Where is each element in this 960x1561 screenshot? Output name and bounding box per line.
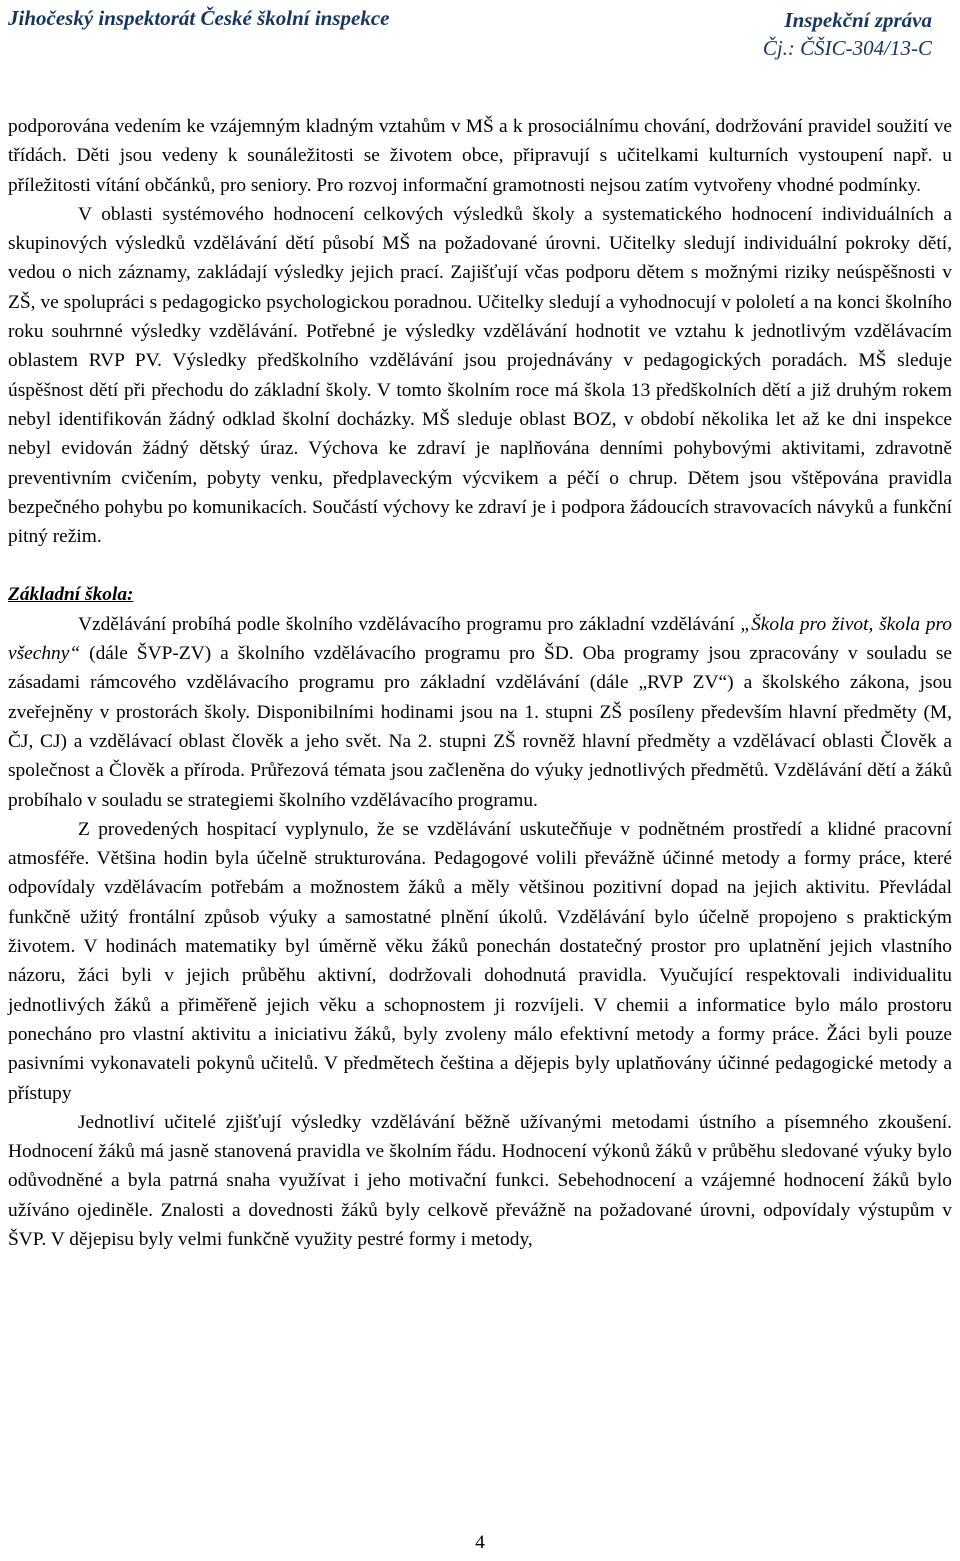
paragraph-continuation: podporována vedením ke vzájemným kladným vztahům v MŠ a k prosociálnímu chování, dodržování pravidel soužití ve třídách. Děti jsou vedeny k sounáležitosti se životem obce, připravují s učitelkami kulturních vystoupení např. u příležitosti vítání občánků, pro seniory. Pro rozvoj informační gramotnosti nejsou zatím vytvořeny vhodné podmínky. bbox=[8, 116, 952, 196]
report-type-title: Inspekční zpráva bbox=[784, 8, 932, 32]
paragraph-evaluation: V oblasti systémového hodnocení celkových výsledků školy a systematického hodnocení individuálních a skupinových výsledků vzdělávání dětí působí MŠ na požadované úrovni. Učitelky sledují individuální pokroky dětí, vedou o nich záznamy, zakládají výsledky jejich prací. Zajišťují včas podporu dětem s možnými riziky neúspěšnosti v ZŠ, ve spolupráci s pedagogicko psychologickou poradnou. Učitelky sledují a vyhodnocují v pololetí a na konci školního roku souhrnné výsledky vzdělávání. Potřebné je výsledky vzdělávání hodnotit ve vztahu k jednotlivým vzdělávacím oblastem RVP PV. Výsledky předškolního vzdělávání jsou projednávány v pedagogických poradách. MŠ sleduje úspěšnost dětí při přechodu do základní školy. V tomto školním roce má škola 13 předškolních dětí a již druhým rokem nebyl identifikován žádný odklad školní docházky. MŠ sleduje oblast BOZ, v období několika let až ke dni inspekce nebyl evidován žádný dětský úraz. Výchova ke zdraví je naplňována denními pohybovými aktivitami, zdravotně preventivním cvičením, pobyty venku, předplaveckým výcvikem a péčí o chrup. Dětem jsou vštěpována pravidla bezpečného pohybu po komunikacích. Součástí výchovy ke zdraví je i podpora žádoucích stravovacích návyků a funkční pitný režim. bbox=[8, 203, 952, 548]
curriculum-rest-text: (dále ŠVP-ZV) a školního vzdělávacího programu pro ŠD. Oba programy jsou zpracovány v souladu se zásadami rámcového vzdělávacího programu pro základní vzdělávání (dále „RVP ZV“) a školského zákona, jsou zveřejněny v prostorách školy. Disponibilními hodinami jsou na 1. stupni ZŠ posíleny především hlavní předměty (M, ČJ, CJ) a vzdělávací oblast člověk a jeho svět. Na 2. stupni ZŠ rovněž hlavní předměty a vzdělávací oblasti Člověk a společnost a Člověk a příroda. Průřezová témata jsou začleněna do výuky jednotlivých předmětů. Vzdělávání dětí a žáků probíhalo v souladu se strategiemi školního vzdělávacího programu. bbox=[8, 643, 952, 811]
page-number: 4 bbox=[475, 1532, 485, 1553]
paragraph-curriculum bbox=[8, 610, 952, 815]
section-title-primary-school: Základní škola: bbox=[8, 584, 134, 606]
inspectorate-title: Jihočeský inspektorát České školní inspekce bbox=[8, 6, 390, 30]
reference-number: Čj.: ČŠIC-304/13-C bbox=[762, 36, 932, 60]
paragraph-assessment: Jednotliví učitelé zjišťují výsledky vzdělávání běžně užívanými metodami ústního a písemného zkoušení. Hodnocení žáků má jasně stanovená pravidla ve školním řádu. Hodnocení výkonů žáků v průběhu sledované výuky bylo odůvodněné a byla patrná snaha využívat i jeho motivační funkci. Sebehodnocení a vzájemné hodnocení žáků bylo užíváno ojediněle. Znalosti a dovednosti žáků byly celkově převážně na požadované úrovni, odpovídaly výstupům v ŠVP. V dějepisu byly velmi funkčně využity pestré formy i metody, bbox=[8, 1111, 952, 1250]
document-body bbox=[8, 112, 952, 1254]
curriculum-intro-text: Vzdělávání probíhá podle školního vzdělávacího programu pro základní vzdělávání bbox=[78, 613, 741, 635]
paragraph-observations: Z provedených hospitací vyplynulo, že se vzdělávání uskutečňuje v podnětném prostředí a klidné pracovní atmosféře. Většina hodin byla účelně strukturována. Pedagogové volili převážně účinné metody a formy práce, které odpovídaly vzdělávacím potřebám a možnostem žáků a měly většinou pozitivní dopad na jejich aktivitu. Převládal funkčně užitý frontální způsob výuky a samostatné plnění úkolů. Vzdělávání bylo účelně propojeno s praktickým životem. V hodinách matematiky byl úměrně věku žáků ponechán dostatečný prostor pro uplatnění jejich vlastního názoru, žáci byli v jejich průběhu aktivní, dodržovali dohodnutá pravidla. Vyučující respektovali individualitu jednotlivých žáků a přiměřeně jejich věku a schopnostem ji rozvíjeli. V chemii a informatice bylo málo prostoru ponecháno pro vlastní aktivitu a iniciativu žáků, byly zvoleny málo efektivní metody a formy práce. Žáci byli pouze pasivními vykonavateli pokynů učitelů. V předmětech čeština a dějepis byly uplatňovány účinné pedagogické metody a přístupy bbox=[8, 818, 952, 1104]
header-right-block bbox=[763, 6, 932, 62]
page-header bbox=[8, 6, 932, 66]
program-name: „Škola pro život, škola pro všechny“ bbox=[8, 613, 952, 665]
